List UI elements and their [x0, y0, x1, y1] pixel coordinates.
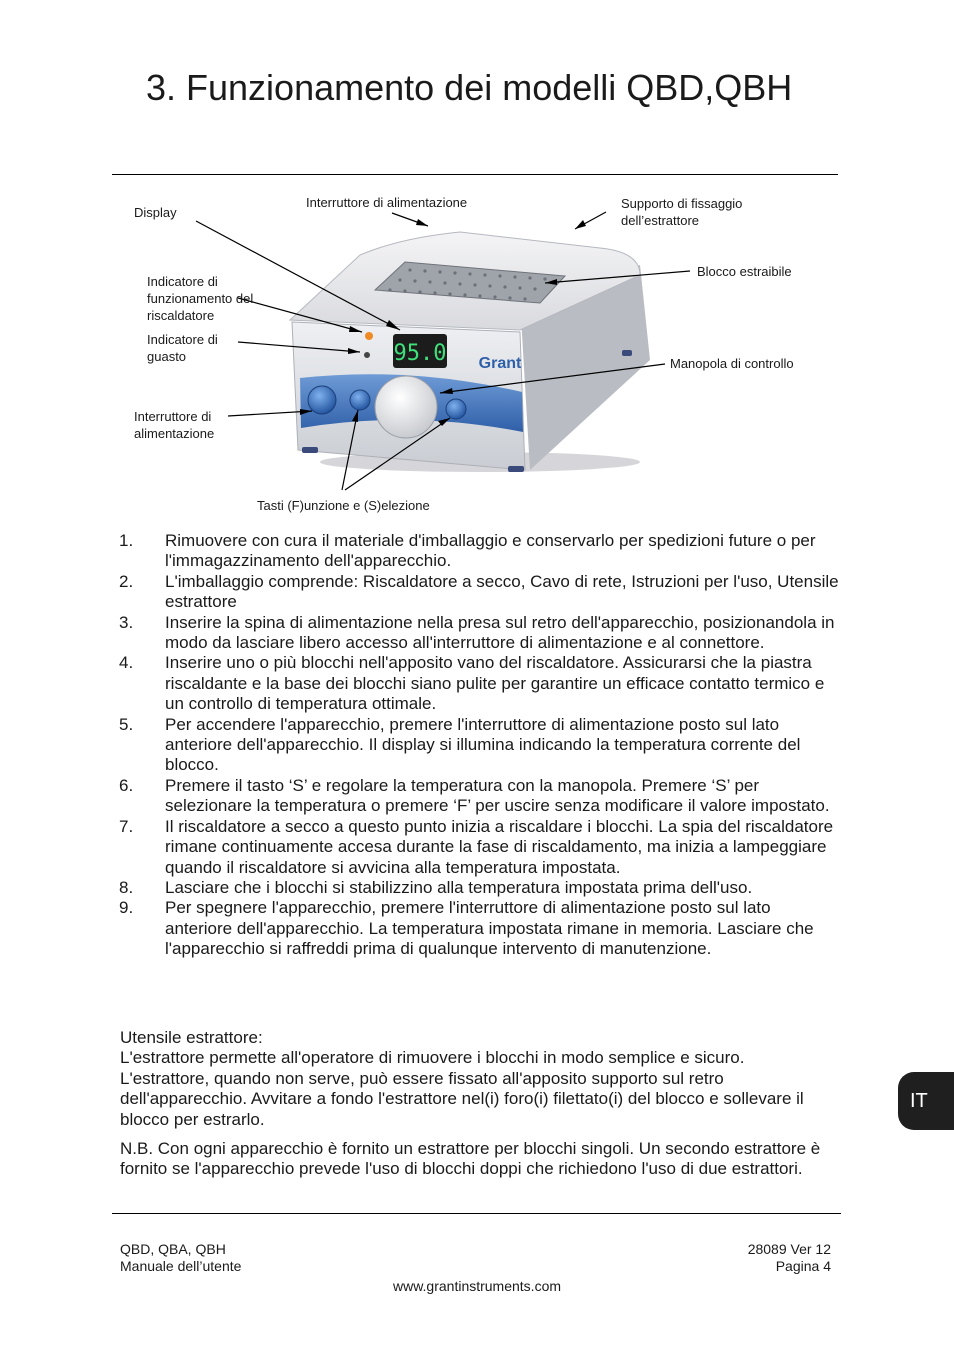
list-item	[119, 898, 839, 959]
label-heater-indicator-line2: funzionamento del	[147, 291, 254, 306]
brand-logo: Grant	[478, 355, 522, 372]
list-number: 8.	[119, 877, 134, 897]
label-removable-block: Blocco estraibile	[697, 264, 792, 279]
foot-back	[622, 350, 632, 356]
label-power-switch-line1: Interruttore di	[134, 409, 212, 424]
note-paragraph: N.B. Con ogni apparecchio è fornito un estrattore per blocchi singoli. Un secondo estrattore è fornito se l'apparecchio prevede l'uso di blocchi doppi che richiedono l'uso di due estrattori.	[120, 1139, 821, 1179]
list-text: Rimuovere con cura il materiale d'imballaggio e conservarlo per spedizioni future o per l'immagazzinamento dell'apparecchio.	[165, 531, 816, 571]
function-button	[350, 390, 370, 410]
extractor-section	[120, 1028, 838, 1130]
list-number: 5.	[119, 714, 134, 734]
label-display: Display	[134, 205, 177, 220]
list-item	[119, 613, 839, 654]
list-text: Il riscaldatore a secco a questo punto inizia a riscaldare i blocchi. La spia del riscaldatore rimane continuamente accesa durante la fase di riscaldamento, ma inizia a lampeggiare quando il riscaldatore si avvicina alla temperatura impostata.	[165, 816, 834, 877]
list-text: Lasciare che i blocchi si stabilizzino alla temperatura impostata prima dell'uso.	[165, 877, 753, 897]
label-extractor-support-line2: dell’estrattore	[621, 213, 700, 228]
list-text: L'imballaggio comprende: Riscaldatore a secco, Cavo di rete, Istruzioni per l'uso, Utensile estrattore	[165, 571, 839, 612]
label-heater-indicator-line3: riscaldatore	[147, 308, 215, 323]
list-text: Inserire uno o più blocchi nell'apposito vano del riscaldatore. Assicurarsi che la piastra riscaldante e la base dei blocchi siano pulite per garantire un efficace contatto termico e un controllo di temperatura ottimale.	[165, 653, 825, 714]
label-extractor-support-line1: Supporto di fissaggio	[621, 196, 743, 211]
language-tab: IT	[898, 1072, 954, 1130]
footer-page: Pagina 4	[775, 1258, 831, 1274]
label-power-switch	[134, 408, 214, 442]
list-number: 1.	[119, 531, 134, 550]
footer-manual: Manuale dell’utente	[120, 1258, 242, 1274]
footer-right	[748, 1241, 831, 1275]
list-number: 4.	[119, 653, 134, 673]
label-control-knob: Manopola di controllo	[670, 356, 794, 371]
extractor-heading: Utensile estrattore:	[120, 1028, 263, 1047]
heater-indicator-light	[365, 332, 373, 340]
list-item	[119, 817, 839, 878]
list-item	[119, 653, 839, 714]
footer-left	[120, 1241, 241, 1275]
list-item	[119, 572, 839, 613]
instruction-list	[119, 531, 839, 960]
fault-indicator-light	[364, 352, 370, 358]
label-function-keys: Tasti (F)unzione e (S)elezione	[257, 498, 430, 513]
display-reading: 95.0	[393, 341, 447, 366]
list-item	[119, 878, 839, 898]
list-number: 2.	[119, 571, 134, 591]
footer-doc-version: 28089 Ver 12	[747, 1241, 831, 1257]
list-text: Per spegnere l'apparecchio, premere l'interruttore di alimentazione posto sul lato anteriore dell'apparecchio. La temperatura impostata rimane in memoria. Lasciare che l'apparecchio si raffreddi prima di qualunque intervento di manutenzione.	[165, 898, 814, 959]
list-text: Premere il tasto ‘S’ e regolare la temperatura con la manopola. Premere ‘S’ per selezionare la temperatura o premere ‘F’ per uscire senza modificare il valore impostato.	[165, 775, 830, 816]
label-extractor-support	[621, 195, 742, 229]
label-fault-indicator-line2: guasto	[147, 349, 187, 364]
label-heater-indicator	[147, 273, 253, 324]
list-text: Inserire la spina di alimentazione nella presa sul retro dell'apparecchio, posizionandola in modo da lasciare libero accesso all'interruttore di alimentazione e al connettore.	[165, 612, 835, 653]
list-text: Per accendere l'apparecchio, premere l'interruttore di alimentazione posto sul lato anteriore dell'apparecchio. Il display si illumina indicando la temperatura corrente del blocco.	[165, 714, 801, 775]
label-heater-indicator-line1: Indicatore di	[147, 274, 218, 289]
select-button	[446, 399, 466, 419]
dry-heater-illustration	[0, 0, 954, 520]
list-number: 9.	[119, 898, 134, 918]
bottom-divider	[112, 1213, 841, 1214]
list-number: 3.	[119, 612, 134, 632]
list-item	[119, 776, 839, 817]
power-button	[308, 386, 336, 414]
label-power-switch-line2: alimentazione	[134, 426, 215, 441]
footer-models: QBD, QBA, QBH	[120, 1241, 226, 1257]
list-number: 7.	[119, 816, 134, 836]
page-title: 3. Funzionamento dei modelli QBD,QBH	[146, 67, 793, 108]
list-item	[119, 531, 839, 572]
list-number: 6.	[119, 775, 134, 795]
label-power-switch-top: Interruttore di alimentazione	[306, 195, 468, 210]
footer-website[interactable]: www.grantinstruments.com	[392, 1278, 562, 1294]
extractor-body: L'estrattore permette all'operatore di rimuovere i blocchi in modo semplice e sicuro. L'estrattore, quando non serve, può essere fissato all'apposito supporto sul retro dell'apparecchio. Avvitare a fondo l'estrattore nel(i) foro(i) filettato(i) del blocco e sollevare il blocco per estrarlo.	[120, 1048, 804, 1129]
control-knob	[375, 376, 437, 438]
foot-right	[508, 466, 524, 472]
foot-left	[302, 447, 318, 453]
label-fault-indicator	[147, 331, 218, 365]
label-fault-indicator-line1: Indicatore di	[147, 332, 218, 347]
list-item	[119, 715, 839, 776]
